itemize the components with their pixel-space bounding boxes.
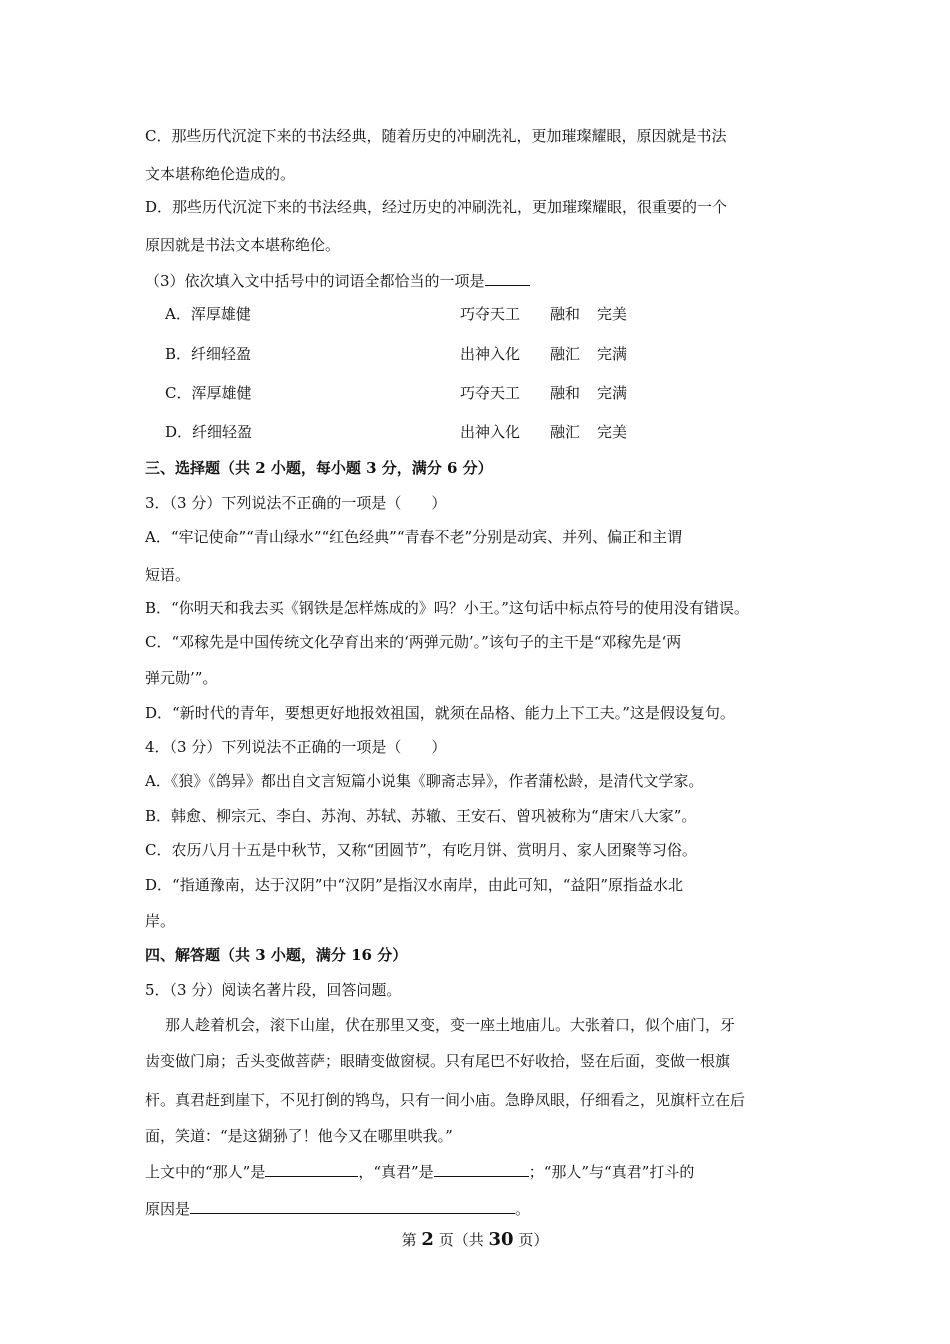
option-label: C．浑厚雄健	[165, 384, 252, 402]
option-word-4: 完美	[597, 305, 628, 323]
q2-part3-option-c	[165, 383, 628, 403]
footer-middle: 页（共	[433, 1231, 489, 1249]
option-word-4: 完美	[597, 423, 628, 441]
option-word-2: 出神入化	[460, 345, 521, 363]
q3-option-d: D．“新时代的青年，要想更好地报效祖国，就须在品格、能力上下工夫。”这是假设复句。	[145, 704, 735, 722]
q5-question-text-b: ，“真君”是	[358, 1163, 434, 1181]
q3-option-c-line2: 弹元勋’”。	[145, 669, 218, 687]
q4-option-d-line1: D．“指通豫南，达于汉阴”中“汉阴”是指汉水南岸，由此可知，“益阳”原指益水北	[145, 876, 684, 894]
q5-question-text-d: 原因是	[145, 1200, 191, 1218]
q3-option-c-line1: C．“邓稼先是中国传统文化孕育出来的‘两弹元勋’。”该句子的主干是“邓稼先是‘两	[145, 633, 682, 651]
answer-blank-1[interactable]	[265, 1160, 358, 1177]
q4-option-a: A．《狼》《鸽异》都出自文言短篇小说集《聊斋志异》，作者蒲松龄，是清代文学家。	[145, 772, 704, 790]
option-word-3: 融汇	[550, 423, 581, 441]
q2-option-d-line2: 原因就是书法文本堪称绝伦。	[145, 236, 341, 254]
option-label: B．纤细轻盈	[165, 345, 252, 363]
total-pages: 30	[488, 1229, 514, 1250]
q2-option-d-line1: D．那些历代沉淀下来的书法经典，经过历史的冲刷洗礼，更加璀璨耀眼，很重要的一个	[145, 198, 728, 216]
option-word-2: 巧夺天工	[460, 384, 521, 402]
q3-option-a-line1: A．“牢记使命”“青山绿水”“红色经典”“青春不老”分别是动宾、并列、偏正和主谓	[145, 528, 683, 546]
answer-blank-3[interactable]	[190, 1197, 515, 1214]
q2-part3-stem	[145, 269, 530, 291]
option-label: D．纤细轻盈	[165, 423, 253, 441]
answer-blank	[485, 269, 530, 286]
option-word-3: 融汇	[550, 345, 581, 363]
answer-blank-2[interactable]	[434, 1160, 529, 1177]
q5-passage-line3: 杆。真君赶到崖下，不见打倒的鸨鸟，只有一间小庙。急睁凤眼，仔细看之，见旗杆立在后	[145, 1091, 746, 1109]
q3-option-b: B．“你明天和我去买《钢铁是怎样炼成的》吗？小王。”这句话中标点符号的使用没有错误。	[145, 599, 749, 617]
q5-question-line2	[145, 1197, 530, 1219]
q5-passage-line4: 面，笑道：“是这猢狲了！他今又在哪里哄我。”	[145, 1127, 453, 1145]
q5-question-text-c: ；“那人”与“真君”打斗的	[528, 1163, 695, 1181]
q5-stem: 5．（3 分）阅读名著片段，回答问题。	[145, 981, 402, 999]
q3-stem: 3．（3 分）下列说法不正确的一项是（ ）	[145, 494, 447, 512]
footer-prefix: 第	[401, 1231, 422, 1249]
q5-question-text-a: 上文中的“那人”是	[145, 1163, 266, 1181]
q4-option-b: B．韩愈、柳宗元、李白、苏洵、苏轼、苏辙、王安石、曾巩被称为“唐宋八大家”。	[145, 807, 697, 825]
q2-part3-stem-text: （3）依次填入文中括号中的词语全都恰当的一项是	[145, 272, 485, 290]
page-number: 2	[421, 1229, 434, 1250]
footer-suffix: 页）	[513, 1231, 549, 1249]
option-word-3: 融和	[550, 305, 581, 323]
option-word-4: 完满	[597, 345, 628, 363]
q5-question-end: 。	[515, 1200, 531, 1218]
q5-question-line1	[145, 1160, 694, 1182]
option-word-2: 出神入化	[460, 423, 521, 441]
q2-option-c-line2: 文本堪称绝伦造成的。	[145, 165, 296, 183]
option-word-3: 融和	[550, 384, 581, 402]
q4-stem: 4．（3 分）下列说法不正确的一项是（ ）	[145, 738, 447, 756]
section4-heading: 四、解答题（共 3 小题，满分 16 分）	[145, 946, 408, 964]
q5-passage-line1: 那人趁着机会，滚下山崖，伏在那里又变，变一座土地庙儿。大张着口，似个庙门，牙	[165, 1016, 736, 1034]
option-label: A．浑厚雄健	[165, 305, 251, 323]
q4-option-c: C．农历八月十五是中秋节，又称“团圆节”，有吃月饼、赏明月、家人团聚等习俗。	[145, 841, 697, 859]
q2-part3-option-b	[165, 344, 628, 364]
option-word-2: 巧夺天工	[460, 305, 521, 323]
q4-option-d-line2: 岸。	[145, 912, 176, 930]
q2-part3-option-d	[165, 422, 628, 442]
q2-part3-option-a	[165, 304, 628, 324]
q2-option-c-line1: C．那些历代沉淀下来的书法经典，随着历史的冲刷洗礼，更加璀璨耀眼，原因就是书法	[145, 127, 727, 145]
section3-heading: 三、选择题（共 2 小题，每小题 3 分，满分 6 分）	[145, 459, 493, 477]
q5-passage-line2: 齿变做门扇；舌头变做菩萨；眼睛变做窗棂。只有尾巴不好收拾，竖在后面，变做一根旗	[145, 1052, 731, 1070]
q3-option-a-line2: 短语。	[145, 566, 191, 584]
option-word-4: 完满	[597, 384, 628, 402]
page-footer	[0, 1229, 950, 1251]
